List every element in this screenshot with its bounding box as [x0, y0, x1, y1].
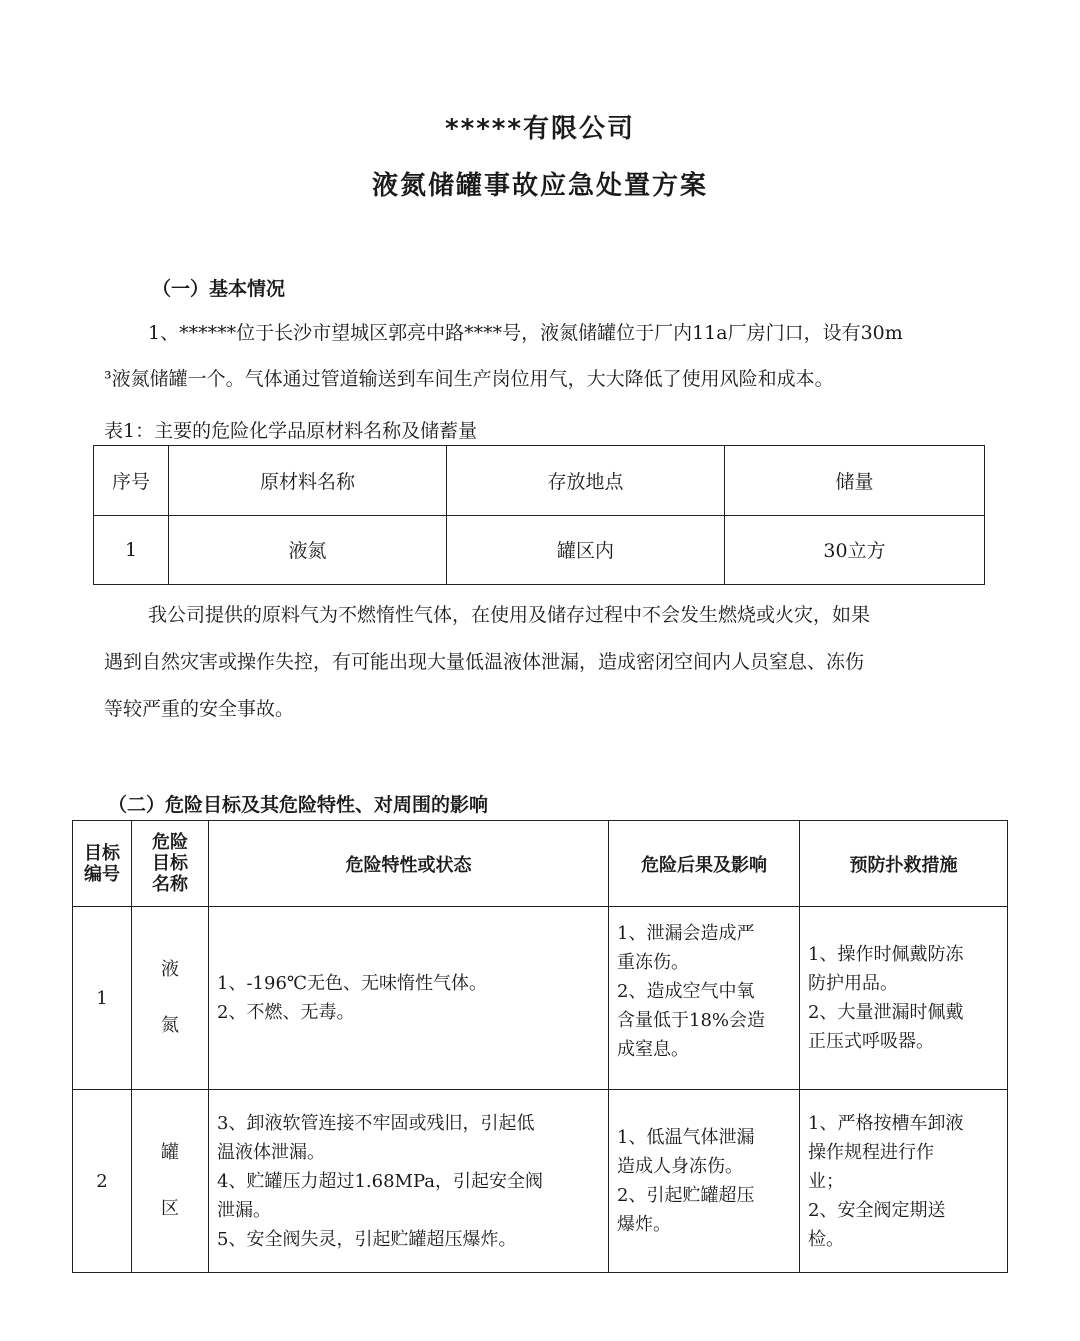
cell-characteristics: 3、卸液软管连接不牢固或残旧，引起低 温液体泄漏。 4、贮罐压力超过1.68MPa，引起安全阀 泄漏。 5、安全阀失灵，引起贮罐超压爆炸。	[209, 1090, 609, 1273]
paragraph-line: 1、******位于长沙市望城区郭亮中路****号，液氮储罐位于厂内11a厂房门口，设有30m	[148, 322, 903, 344]
cell-target-name: 罐 区	[132, 1090, 209, 1273]
section-1-heading: （一）基本情况	[152, 278, 286, 300]
hazard-table	[72, 820, 1008, 1273]
cell-location: 罐区内	[447, 515, 725, 585]
table-row	[73, 907, 1008, 1090]
cell-prevention: 1、操作时佩戴防冻 防护用品。 2、大量泄漏时佩戴 正压式呼吸器。	[800, 907, 1008, 1090]
cell-target-no: 1	[73, 907, 132, 1090]
paragraph-line: 我公司提供的原料气为不燃惰性气体，在使用及储存过程中不会发生燃烧或火灾，如果	[148, 604, 871, 626]
cell-target-name: 液 氮	[132, 907, 209, 1090]
table-row	[73, 1090, 1008, 1273]
header-target-name: 危险 目标 名称	[132, 821, 209, 907]
cell-prevention: 1、严格按槽车卸液 操作规程进行作 业； 2、安全阀定期送 检。	[800, 1090, 1008, 1273]
header-characteristics: 危险特性或状态	[209, 821, 609, 907]
company-name: *****有限公司	[445, 114, 635, 144]
header-target-no: 目标 编号	[73, 821, 132, 907]
cell-characteristics: 1、-196℃无色、无味惰性气体。 2、不燃、无毒。	[209, 907, 609, 1090]
cell-consequences: 1、泄漏会造成严 重冻伤。 2、造成空气中氧 含量低于18%会造 成窒息。	[609, 907, 800, 1090]
cell-target-no: 2	[73, 1090, 132, 1273]
header-prevention: 预防扑救措施	[800, 821, 1008, 907]
document-title: 液氮储罐事故应急处置方案	[371, 171, 708, 201]
header-seq: 序号	[94, 446, 169, 516]
cell-quantity: 30立方	[725, 515, 985, 585]
table-row	[94, 515, 985, 585]
cell-consequences: 1、低温气体泄漏 造成人身冻伤。 2、引起贮罐超压 爆炸。	[609, 1090, 800, 1273]
section-2-heading: （二）危险目标及其危险特性、对周围的影响	[108, 794, 489, 816]
header-material: 原材料名称	[169, 446, 447, 516]
table-header-row	[94, 446, 985, 516]
paragraph-line: ³液氮储罐一个。气体通过管道输送到车间生产岗位用气，大大降低了使用风险和成本。	[104, 368, 834, 390]
header-consequences: 危险后果及影响	[609, 821, 800, 907]
table-caption: 表1：主要的危险化学品原材料名称及储蓄量	[104, 420, 478, 442]
risk-paragraph	[104, 592, 984, 733]
basic-info-paragraph	[104, 310, 984, 402]
cell-material: 液氮	[169, 515, 447, 585]
paragraph-line: 等较严重的安全事故。	[104, 698, 295, 720]
header-location: 存放地点	[447, 446, 725, 516]
materials-table	[93, 445, 985, 585]
cell-seq: 1	[94, 515, 169, 585]
paragraph-line: 遇到自然灾害或操作失控，有可能出现大量低温液体泄漏，造成密闭空间内人员窒息、冻伤	[104, 651, 865, 673]
table-header-row	[73, 821, 1008, 907]
header-quantity: 储量	[725, 446, 985, 516]
